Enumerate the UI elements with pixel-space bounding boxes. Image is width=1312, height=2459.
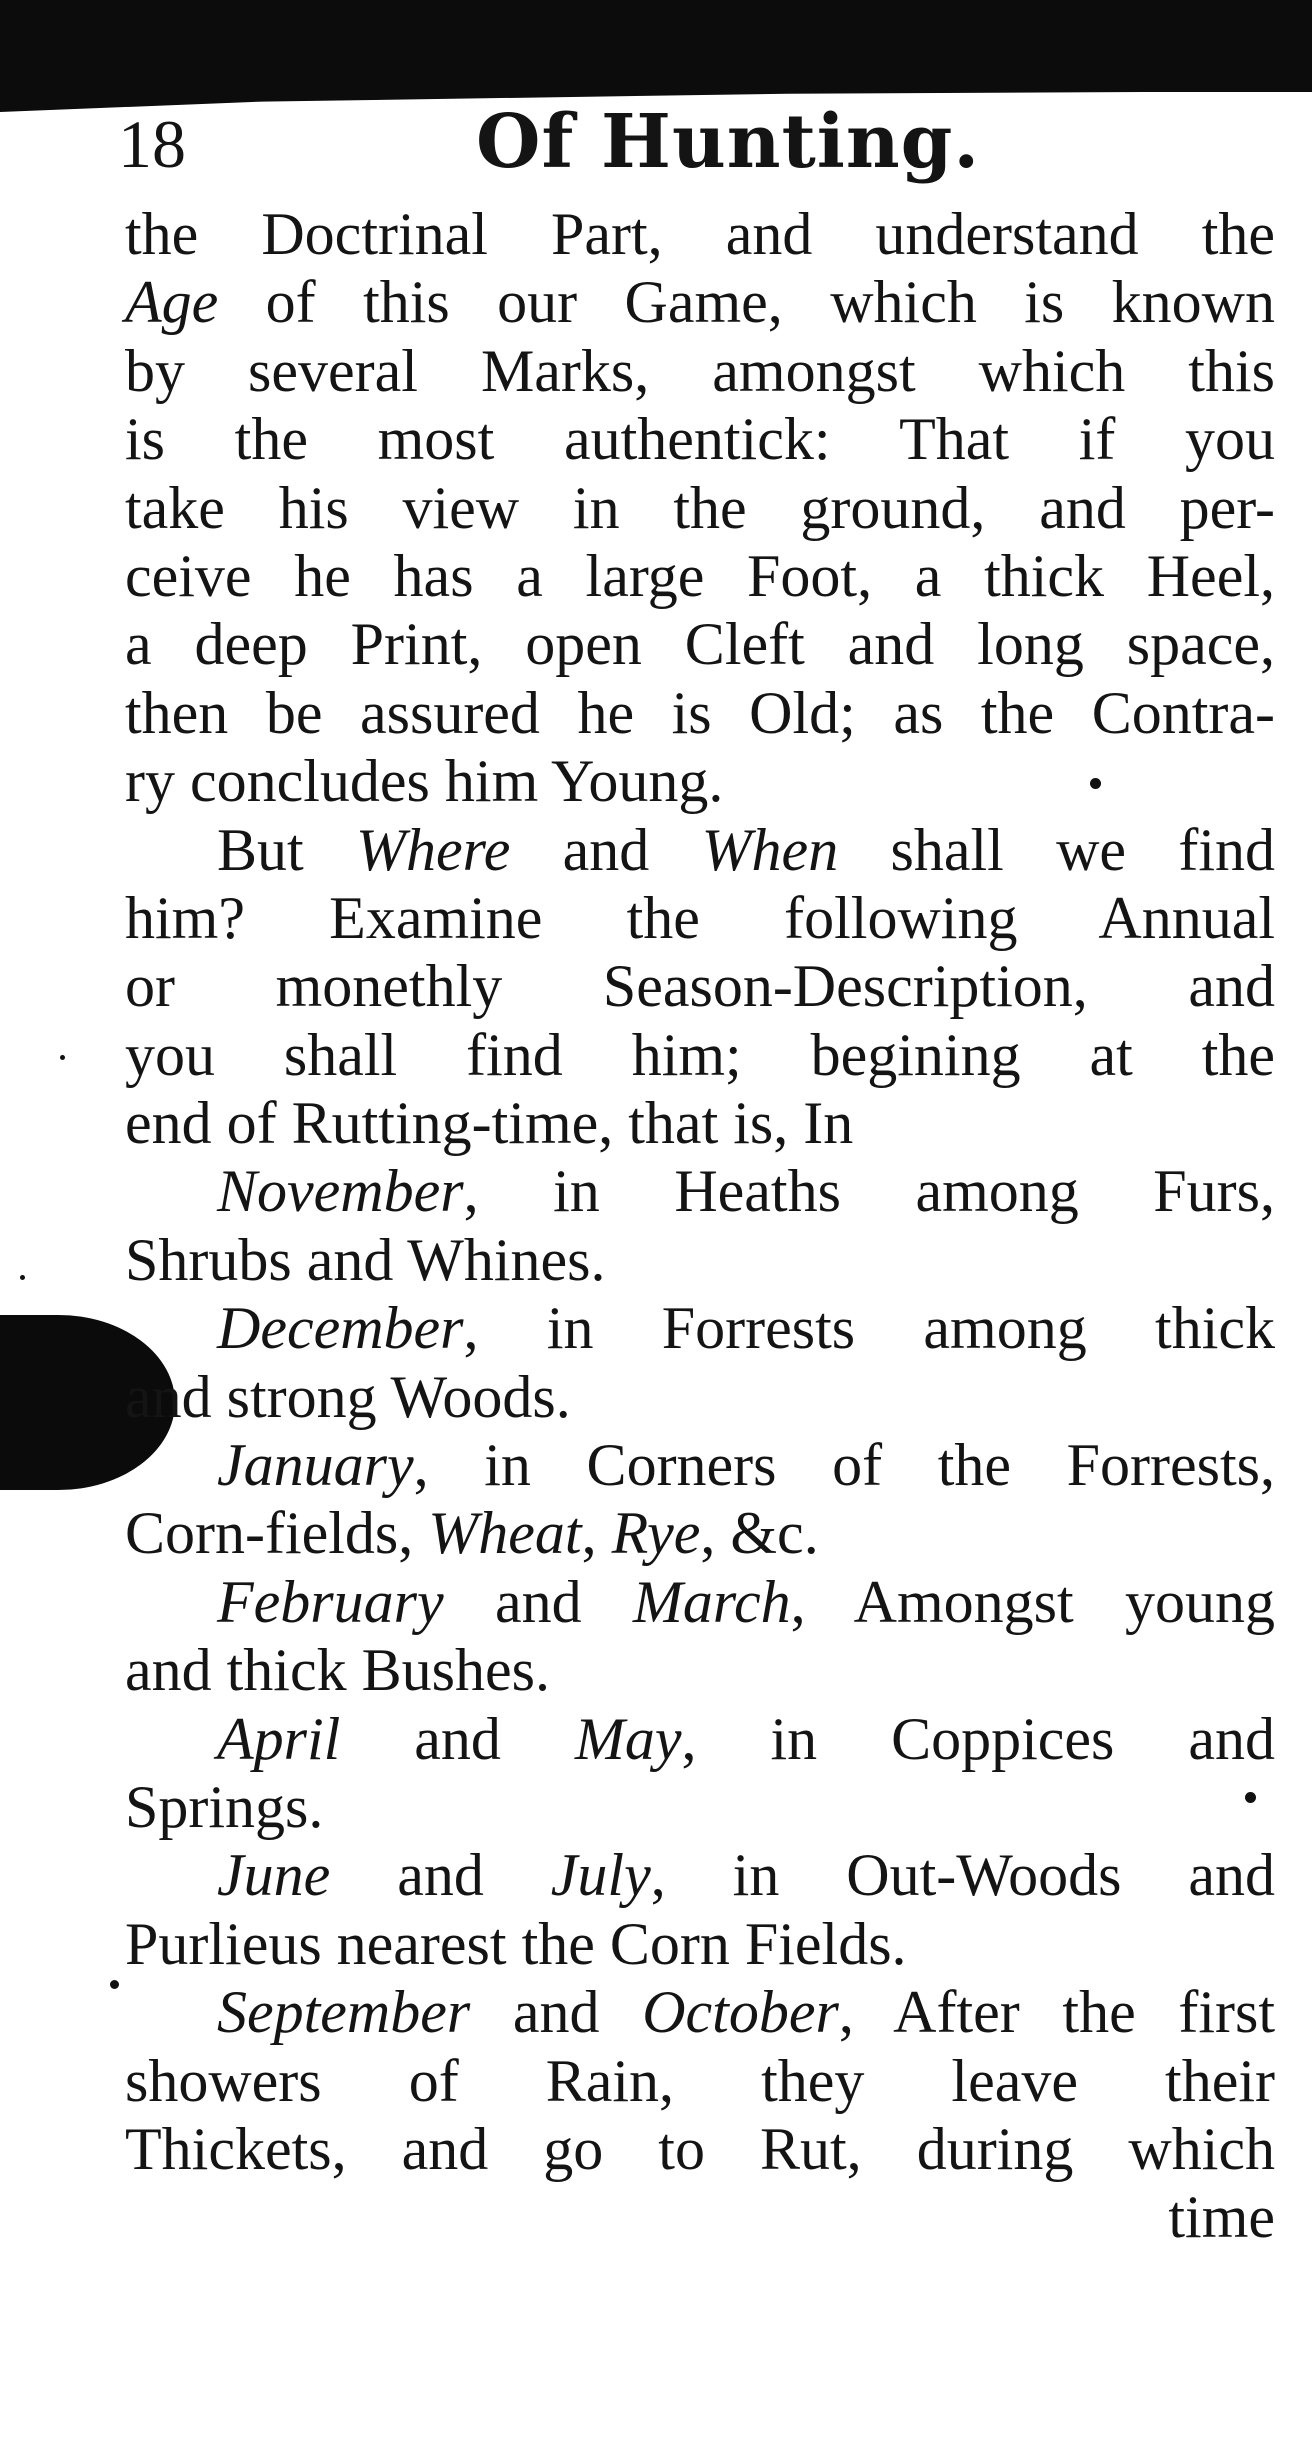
- text-segment: and: [470, 1979, 643, 2046]
- italic-segment: March: [632, 1568, 791, 1635]
- body-text: [125, 200, 1275, 2252]
- text-segment: , &c.: [700, 1500, 819, 1567]
- text-segment: , in Heaths among Furs,: [463, 1158, 1275, 1225]
- text-line: [125, 337, 1275, 405]
- italic-segment: May: [574, 1705, 682, 1772]
- text-segment: ry concludes him Young.: [125, 748, 724, 815]
- text-segment: and: [330, 1842, 551, 1909]
- text-line: [125, 1705, 1275, 1773]
- text-line: [125, 1363, 1275, 1431]
- italic-segment: Rye: [611, 1500, 701, 1567]
- italic-segment: October: [642, 1979, 839, 2046]
- text-segment: the Doctrinal Part, and understand the: [125, 201, 1275, 267]
- text-segment: him? Examine the following Annual: [125, 884, 1275, 951]
- text-segment: a deep Print, open Cleft and long space,: [125, 611, 1275, 678]
- text-segment: , in Corners of the Forrests,: [413, 1432, 1275, 1499]
- text-line: [125, 1568, 1275, 1636]
- running-title: Of Hunting.: [476, 99, 981, 185]
- text-segment: Purlieus nearest the Corn Fields.: [125, 1910, 907, 1977]
- text-line: [125, 1773, 1275, 1841]
- text-line: [125, 1226, 1275, 1294]
- text-segment: , Amongst young: [790, 1568, 1275, 1635]
- text-segment: , in Out-Woods and: [650, 1842, 1275, 1909]
- text-segment: Springs.: [125, 1773, 324, 1840]
- page-header: [118, 95, 1288, 205]
- italic-segment: September: [217, 1979, 471, 2046]
- text-segment: is the most authentick: That if you: [125, 406, 1275, 473]
- page-number: 18: [118, 106, 186, 182]
- ink-speck: [60, 1055, 65, 1060]
- text-segment: But: [217, 816, 356, 883]
- text-line: [125, 1089, 1275, 1157]
- text-segment: and thick Bushes.: [125, 1637, 550, 1704]
- italic-segment: December: [217, 1295, 464, 1362]
- italic-segment: July: [550, 1842, 651, 1909]
- text-line: [125, 1841, 1275, 1909]
- italic-segment: January: [217, 1432, 414, 1499]
- text-segment: then be assured he is Old; as the Contra-: [125, 679, 1275, 746]
- text-segment: or monethly Season-Description, and: [125, 953, 1275, 1020]
- text-line: [125, 1978, 1275, 2046]
- text-line: [125, 1499, 1275, 1567]
- text-segment: Thickets, and go to Rut, during which: [125, 2115, 1275, 2182]
- text-segment: time: [1168, 2184, 1275, 2251]
- text-segment: end of Rutting-time, that is, In: [125, 1090, 854, 1157]
- text-segment: , in Coppices and: [681, 1705, 1275, 1772]
- ink-speck: [1090, 778, 1101, 789]
- text-segment: you shall find him; begining at the: [125, 1021, 1275, 1088]
- italic-segment: April: [217, 1705, 341, 1772]
- text-segment: ceive he has a large Foot, a thick Heel,: [125, 542, 1275, 609]
- text-segment: and: [443, 1568, 633, 1635]
- text-line: [125, 268, 1275, 336]
- text-line: [125, 884, 1275, 952]
- text-line: [125, 1431, 1275, 1499]
- text-segment: and strong Woods.: [125, 1363, 571, 1430]
- ink-speck: [20, 1275, 25, 1280]
- text-line: [125, 1021, 1275, 1089]
- text-segment: ,: [581, 1500, 612, 1567]
- text-line: [125, 1294, 1275, 1362]
- italic-segment: November: [217, 1158, 464, 1225]
- text-line: [125, 952, 1275, 1020]
- text-line: [125, 2047, 1275, 2115]
- text-line: [125, 747, 1275, 815]
- text-segment: take his view in the ground, and per-: [125, 474, 1275, 541]
- text-line: [125, 200, 1275, 268]
- text-segment: by several Marks, amongst which this: [125, 337, 1275, 404]
- text-segment: Shrubs and Whines.: [125, 1226, 606, 1293]
- text-line: [125, 1910, 1275, 1978]
- text-line: [125, 1157, 1275, 1225]
- text-segment: shall we find: [838, 816, 1275, 883]
- text-line: [125, 816, 1275, 884]
- text-segment: showers of Rain, they leave their: [125, 2047, 1275, 2114]
- italic-segment: Where: [355, 816, 511, 883]
- text-segment: of this our Game, which is known: [218, 269, 1275, 336]
- ink-speck: [110, 1980, 119, 1989]
- text-line: [125, 405, 1275, 473]
- italic-segment: June: [217, 1842, 331, 1909]
- text-line: [125, 2183, 1275, 2251]
- ink-speck: [1245, 1792, 1256, 1803]
- text-line: [125, 474, 1275, 542]
- text-segment: , in Forrests among thick: [463, 1295, 1275, 1362]
- italic-segment: Age: [125, 269, 219, 336]
- text-line: [125, 2115, 1275, 2183]
- text-line: [125, 542, 1275, 610]
- italic-segment: Wheat: [428, 1500, 582, 1567]
- text-segment: and: [340, 1705, 575, 1772]
- text-segment: Corn-fields,: [125, 1500, 429, 1567]
- text-line: [125, 1636, 1275, 1704]
- italic-segment: February: [217, 1568, 444, 1635]
- text-segment: and: [510, 816, 702, 883]
- scan-top-border: [0, 0, 1312, 92]
- text-line: [125, 679, 1275, 747]
- italic-segment: When: [701, 816, 839, 883]
- text-line: [125, 610, 1275, 678]
- text-segment: , After the first: [838, 1979, 1275, 2046]
